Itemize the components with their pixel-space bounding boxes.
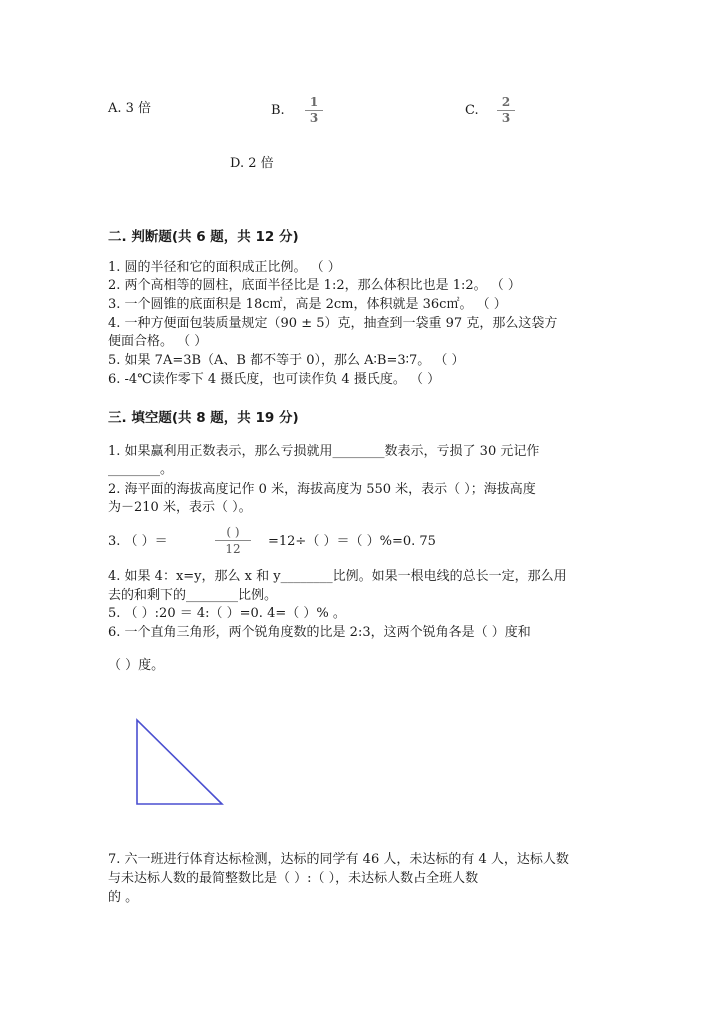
option-b-label: B. — [271, 103, 285, 118]
judge-item-5: 5. 如果 7A=3B（A、B 都不等于 0），那么 A∶B=3∶7。 （ ） — [108, 353, 465, 368]
right-triangle-figure — [130, 712, 230, 812]
fill-q6-line1: 6. 一个直角三角形，两个锐角度数的比是 2:3，这两个锐角各是（ ）度和 — [108, 625, 531, 640]
fraction-numerator: 1 — [309, 95, 319, 109]
section2-heading: 二. 判断题(共 6 题，共 12 分) — [108, 229, 299, 245]
fill-q6-line2: （ ）度。 — [108, 658, 165, 673]
fill-q7-line2: 与未达标人数的最简整数比是（ ）:（ ），未达标人数占全班人数 — [108, 871, 479, 886]
fill-q3-right: =12÷（ ）＝（ ）%=0. 75 — [268, 534, 436, 549]
fill-q3-fraction — [215, 525, 251, 556]
fill-q7-line3: 的 。 — [108, 890, 139, 905]
fill-q1-line2: ________。 — [108, 462, 174, 477]
judge-item-6: 6. -4℃读作零下 4 摄氏度，也可读作负 4 摄氏度。 （ ） — [108, 372, 441, 387]
fraction-denominator: 3 — [501, 111, 511, 125]
judge-item-4-cont: 便面合格。 （ ） — [108, 334, 208, 349]
section3-heading: 三. 填空题(共 8 题，共 19 分) — [108, 410, 299, 426]
fraction-numerator: 2 — [501, 95, 511, 109]
fill-q4-line2: 去的和剩下的________比例。 — [108, 588, 278, 603]
fraction-bar — [215, 540, 251, 541]
fill-q7-line1: 7. 六一班进行体育达标检测，达标的同学有 46 人，未达标的有 4 人，达标人数 — [108, 852, 569, 867]
option-b-fraction — [302, 96, 326, 125]
fill-q1-line1: 1. 如果赢利用正数表示，那么亏损就用________数表示，亏损了 30 元记作 — [108, 444, 540, 459]
option-d: D. 2 倍 — [230, 156, 274, 171]
option-c-label: C. — [465, 103, 479, 118]
judge-item-1: 1. 圆的半径和它的面积成正比例。 （ ） — [108, 260, 341, 275]
judge-item-3: 3. 一个圆锥的底面积是 18c㎡，高是 2cm，体积就是 36c㎡。 （ ） — [108, 297, 507, 312]
fraction-denominator: 12 — [225, 542, 241, 556]
judge-item-4: 4. 一种方便面包装质量规定（90 ± 5）克，抽查到一袋重 97 克，那么这袋方 — [108, 316, 558, 331]
right-triangle — [137, 720, 222, 804]
judge-item-2: 2. 两个高相等的圆柱，底面半径比是 1:2，那么体积比也是 1:2。 （ ） — [108, 278, 521, 293]
fill-q2-line1: 2. 海平面的海拔高度记作 0 米，海拔高度为 550 米，表示（ ）；海拔高度 — [108, 482, 536, 497]
option-c-fraction — [494, 96, 518, 125]
option-a: A. 3 倍 — [108, 101, 152, 116]
fill-q2-line2: 为－210 米，表示（ ）。 — [108, 500, 252, 515]
fill-q5: 5. （ ）:20 ＝ 4:（ ）=0. 4=（ ）% 。 — [108, 606, 346, 621]
fraction-denominator: 3 — [309, 111, 319, 125]
fill-q4-line1: 4. 如果 4：x=y，那么 x 和 y________比例。如果一根电线的总长一定，那么用 — [108, 569, 567, 584]
fill-q3-left: 3. （ ）＝ — [108, 534, 168, 549]
fraction-numerator: ( ) — [226, 525, 240, 539]
